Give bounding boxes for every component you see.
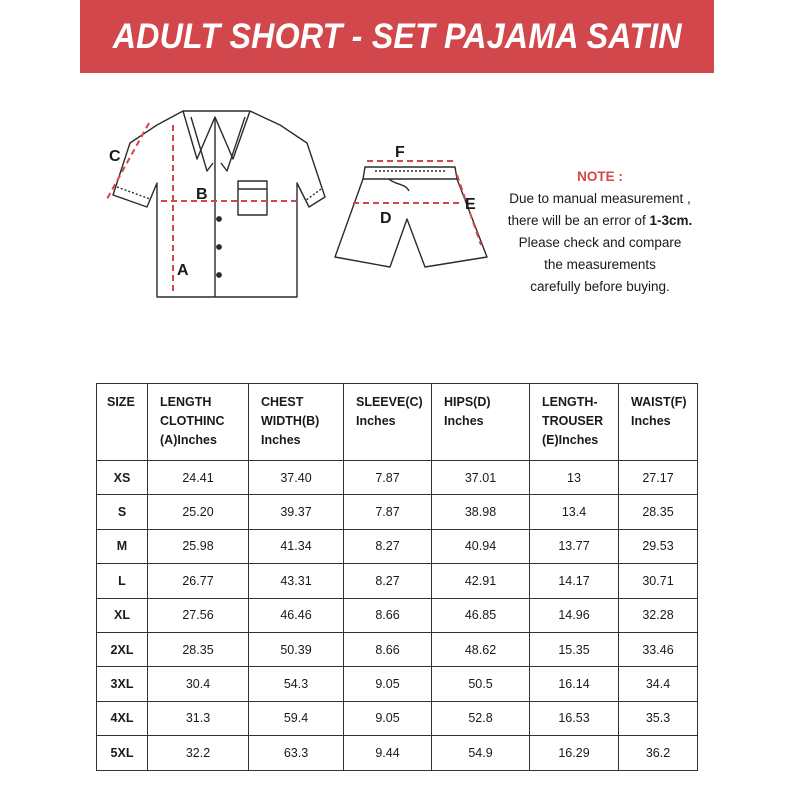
- measurement-cell: 16.29: [530, 736, 619, 770]
- table-row: [97, 461, 698, 495]
- measurement-cell: 9.05: [344, 667, 432, 701]
- measurement-cell: 25.98: [148, 529, 249, 563]
- measurement-cell: 16.53: [530, 701, 619, 735]
- measurement-cell: 36.2: [619, 736, 698, 770]
- size-cell: XL: [97, 598, 148, 632]
- measurement-cell: 28.35: [619, 495, 698, 529]
- measurement-cell: 8.27: [344, 529, 432, 563]
- measurement-cell: 8.66: [344, 632, 432, 666]
- label-a: A: [177, 262, 189, 279]
- measurement-cell: 34.4: [619, 667, 698, 701]
- note-line-3: Please check and compare: [518, 235, 682, 250]
- measurement-cell: 26.77: [148, 564, 249, 598]
- table-row: [97, 632, 698, 666]
- measurement-cell: 59.4: [249, 701, 344, 735]
- header-length-clothing: LENGTH CLOTHINC (A)Inches: [148, 384, 249, 461]
- table-row: [97, 495, 698, 529]
- table-row: [97, 529, 698, 563]
- measurement-cell: 38.98: [432, 495, 530, 529]
- table-body: [97, 461, 698, 771]
- measurement-cell: 25.20: [148, 495, 249, 529]
- header-waist: WAIST(F) Inches: [619, 384, 698, 461]
- measurement-cell: 13.4: [530, 495, 619, 529]
- measurement-cell: 54.3: [249, 667, 344, 701]
- note-line-1: Due to manual measurement ,: [509, 191, 691, 206]
- measurement-cell: 9.44: [344, 736, 432, 770]
- measurement-cell: 43.31: [249, 564, 344, 598]
- note-line-5: carefully before buying.: [530, 279, 670, 294]
- header-chest-width: CHEST WIDTH(B) Inches: [249, 384, 344, 461]
- size-chart-table: [96, 383, 698, 771]
- measurement-cell: 13.77: [530, 529, 619, 563]
- note-error-range: 1-3cm.: [649, 213, 693, 228]
- note-line-2-text: there will be an error of: [507, 213, 646, 228]
- size-diagram: [95, 95, 505, 310]
- measurement-cell: 30.71: [619, 564, 698, 598]
- measurement-cell: 27.56: [148, 598, 249, 632]
- measurement-cell: 7.87: [344, 495, 432, 529]
- label-e: E: [465, 196, 476, 213]
- table-row: [97, 564, 698, 598]
- measurement-cell: 32.28: [619, 598, 698, 632]
- measurement-cell: 32.2: [148, 736, 249, 770]
- measurement-cell: 35.3: [619, 701, 698, 735]
- page-title: ADULT SHORT - SET PAJAMA SATIN: [112, 16, 682, 56]
- size-cell: XS: [97, 461, 148, 495]
- measurement-cell: 14.17: [530, 564, 619, 598]
- measurement-cell: 50.39: [249, 632, 344, 666]
- measurement-cell: 37.01: [432, 461, 530, 495]
- measurement-cell: 54.9: [432, 736, 530, 770]
- table-row: [97, 736, 698, 770]
- header-sleeve: SLEEVE(C) Inches: [344, 384, 432, 461]
- label-b: B: [196, 186, 208, 203]
- measurement-cell: 16.14: [530, 667, 619, 701]
- measurement-cell: 46.46: [249, 598, 344, 632]
- header-length-trouser: LENGTH- TROUSER (E)Inches: [530, 384, 619, 461]
- table-header-row: [97, 384, 698, 461]
- shorts-measure-lines: [353, 161, 481, 245]
- measurement-cell: 14.96: [530, 598, 619, 632]
- note-title: NOTE :: [577, 169, 623, 184]
- size-cell: 5XL: [97, 736, 148, 770]
- title-banner: [80, 0, 714, 73]
- measurement-cell: 50.5: [432, 667, 530, 701]
- measurement-note: [490, 166, 710, 298]
- size-cell: L: [97, 564, 148, 598]
- measurement-cell: 24.41: [148, 461, 249, 495]
- measurement-cell: 37.40: [249, 461, 344, 495]
- measurement-cell: 8.27: [344, 564, 432, 598]
- measurement-cell: 27.17: [619, 461, 698, 495]
- size-cell: 4XL: [97, 701, 148, 735]
- header-hips: HIPS(D) Inches: [432, 384, 530, 461]
- label-c: C: [109, 148, 121, 165]
- shirt-outline: [113, 111, 325, 297]
- size-cell: 3XL: [97, 667, 148, 701]
- measurement-cell: 28.35: [148, 632, 249, 666]
- size-cell: S: [97, 495, 148, 529]
- garment-illustration: [95, 95, 505, 310]
- measurement-cell: 8.66: [344, 598, 432, 632]
- measurement-cell: 41.34: [249, 529, 344, 563]
- note-line-2: [490, 210, 710, 232]
- measurement-cell: 29.53: [619, 529, 698, 563]
- measurement-cell: 31.3: [148, 701, 249, 735]
- label-d: D: [380, 210, 392, 227]
- table-row: [97, 667, 698, 701]
- table-row: [97, 598, 698, 632]
- measurement-cell: 30.4: [148, 667, 249, 701]
- measurement-cell: 42.91: [432, 564, 530, 598]
- measurement-cell: 13: [530, 461, 619, 495]
- measurement-cell: 7.87: [344, 461, 432, 495]
- measurement-cell: 40.94: [432, 529, 530, 563]
- note-line-4: the measurements: [544, 257, 656, 272]
- measurement-cell: 15.35: [530, 632, 619, 666]
- measurement-cell: 46.85: [432, 598, 530, 632]
- measurement-cell: 9.05: [344, 701, 432, 735]
- measurement-cell: 33.46: [619, 632, 698, 666]
- measurement-cell: 48.62: [432, 632, 530, 666]
- label-f: F: [395, 144, 405, 161]
- size-cell: M: [97, 529, 148, 563]
- measurement-cell: 39.37: [249, 495, 344, 529]
- measurement-cell: 52.8: [432, 701, 530, 735]
- table-row: [97, 701, 698, 735]
- measurement-cell: 63.3: [249, 736, 344, 770]
- shorts-outline: [335, 167, 487, 267]
- header-size: SIZE: [97, 384, 148, 461]
- size-cell: 2XL: [97, 632, 148, 666]
